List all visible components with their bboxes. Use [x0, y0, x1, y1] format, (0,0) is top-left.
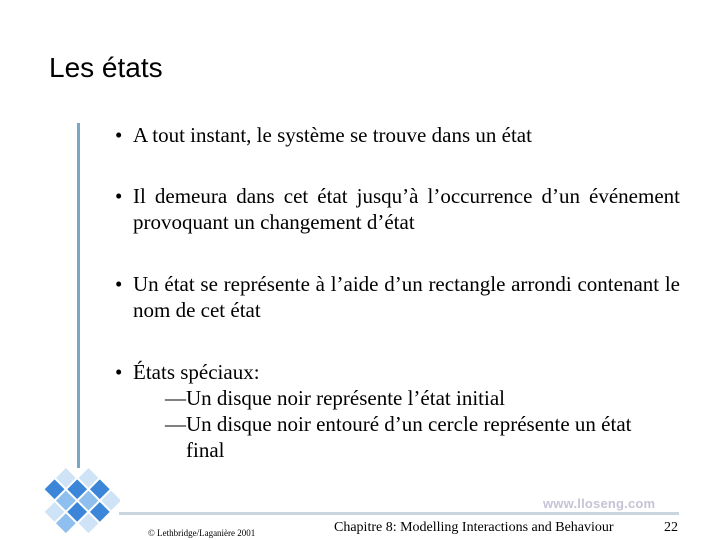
sub-item-continuation: final	[186, 438, 225, 462]
bullet-item	[115, 183, 680, 235]
bullet-dot: •	[115, 360, 123, 384]
bullet-text: Un état se représente à l’aide d’un rectangle arrondi contenant le nom de cet état	[133, 272, 680, 322]
footer-copyright: © Lethbridge/Laganière 2001	[148, 528, 256, 538]
bullet-text: États spéciaux:	[133, 360, 260, 384]
footer-rule	[119, 512, 679, 515]
bullet-list	[115, 122, 680, 463]
watermark-text: www.lloseng.com	[543, 496, 656, 511]
bullet-dot: •	[115, 184, 123, 208]
footer-chapter: Chapitre 8: Modelling Interactions and Behaviour	[334, 520, 614, 535]
bullet-item	[115, 271, 680, 323]
sub-item	[165, 411, 680, 463]
bullet-dot: •	[115, 272, 123, 296]
blue-mosaic-logo-icon	[40, 462, 120, 540]
bullet-dot: •	[115, 123, 123, 147]
bullet-item	[115, 359, 680, 463]
page-number: 22	[664, 520, 678, 535]
bullet-text: Il demeura dans cet état jusqu’à l’occurrence d’un événement provoquant un changement d’état	[133, 184, 680, 234]
vertical-accent-rule	[77, 123, 80, 468]
sub-list	[133, 385, 680, 463]
sub-item: —Un disque noir représente l’état initial	[165, 386, 505, 410]
slide-title: Les états	[49, 52, 163, 83]
bullet-item	[115, 122, 680, 148]
sub-item-text: —Un disque noir entouré d’un cercle représente un état	[165, 412, 632, 436]
bullet-text: A tout instant, le système se trouve dans un état	[133, 123, 532, 147]
